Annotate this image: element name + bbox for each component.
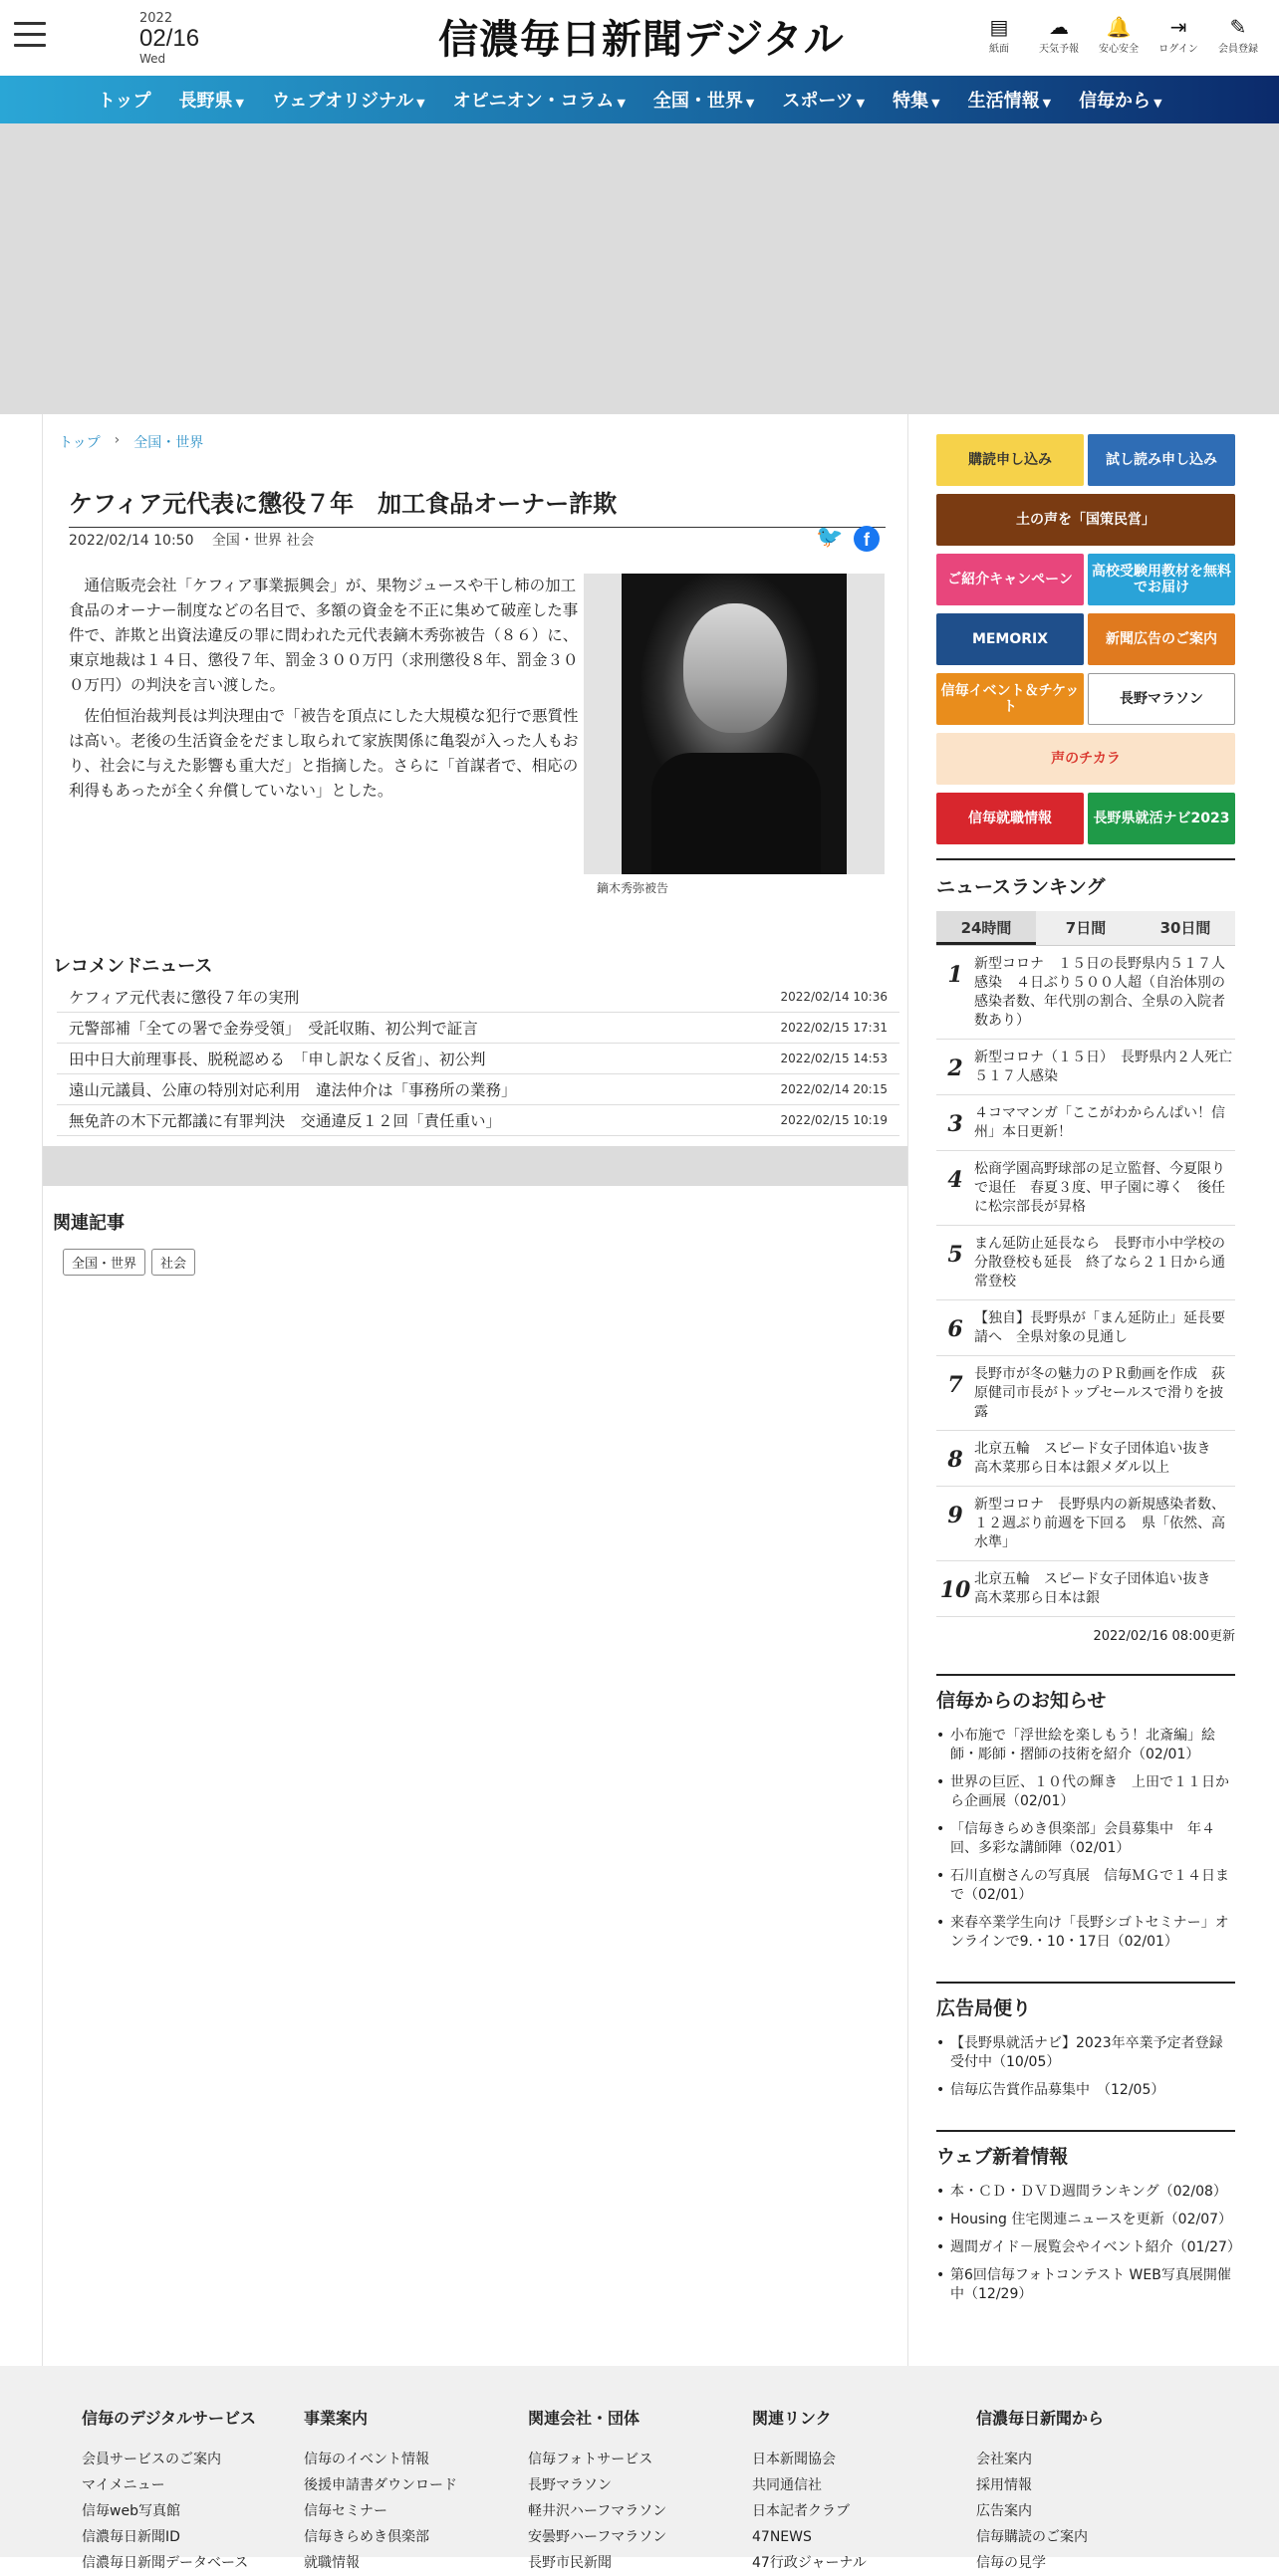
notices-item[interactable]: • 石川直樹さんの写真展 信毎ＭＧで１４日まで（02/01） (936, 1867, 1235, 1905)
ranking-number: 2 (947, 1055, 963, 1081)
share-buttons (816, 526, 880, 552)
footer-link[interactable]: 信毎フォトサービス (528, 2452, 653, 2467)
caret-down-icon: ▼ (856, 97, 866, 110)
header-icon-label: 安心安全 (1099, 44, 1139, 55)
footer-column-title: 事業案内 (304, 2409, 369, 2428)
ranking-text: 北京五輪 スピード女子団体追い抜き 高木菜那ら日本は銀 (974, 1571, 1225, 1606)
recommend-title: レコメンドニュース (53, 956, 213, 977)
ranking-item[interactable] (936, 1151, 1235, 1226)
web-news-item[interactable]: • 第6回信毎フォトコンテスト WEB写真展開催中（12/29） (936, 2266, 1235, 2304)
ranking-text: 北京五輪 スピード女子団体追い抜き 高木菜那ら日本は銀メダル以上 (974, 1441, 1225, 1476)
ad-news-title: 広告局便り (936, 1982, 1235, 2020)
footer-link[interactable]: 会員サービスのご案内 (82, 2452, 221, 2467)
notices-item[interactable]: • 小布施で「浮世絵を楽しもう！北斎編」絵師・彫師・摺師の技術を紹介（02/01） (936, 1727, 1235, 1764)
article-photo[interactable] (584, 574, 885, 874)
ranking-number: 8 (947, 1447, 963, 1473)
nav-item-label: スポーツ (782, 91, 854, 112)
nav-item[interactable] (453, 87, 626, 113)
date-month-day: 02/16 (139, 25, 200, 53)
footer-link[interactable]: 長野マラソン (528, 2477, 612, 2493)
twitter-icon[interactable]: 🐦 (816, 525, 844, 550)
notices-title: 信毎からのお知らせ (936, 1674, 1235, 1713)
footer-link[interactable]: マイメニュー (82, 2477, 165, 2493)
article-title: ケフィア元代表に懲役７年 加工食品オーナー詐欺 (69, 484, 886, 528)
sidebar (936, 434, 1246, 2313)
header-icon-label: 天気予報 (1039, 44, 1079, 55)
ranking-title: ニュースランキング (936, 858, 1235, 899)
header-icon-label: 紙面 (989, 44, 1009, 55)
weather-icon: ☁ (1049, 15, 1069, 39)
footer-link[interactable]: 信毎きらめき倶楽部 (304, 2529, 429, 2545)
nav-item-label: オピニオン・コラム (452, 91, 615, 112)
nav-item-label: 信毎から (1079, 91, 1151, 112)
recommend-list (57, 982, 899, 1136)
footer-column (528, 2406, 737, 2576)
recommend-item-title: 元警部補「全ての署で金券受領」 受託収賄、初公判で証言 (69, 1020, 478, 1038)
footer-link[interactable]: 採用情報 (976, 2477, 1032, 2493)
web-news-title: ウェブ新着情報 (936, 2130, 1235, 2169)
site-logo[interactable]: 信濃毎日新聞デジタル (438, 16, 845, 63)
notices-item[interactable]: • 世界の巨匠、１０代の輝き 上田で１１日から企画展（02/01） (936, 1773, 1235, 1811)
recommend-item[interactable] (57, 1105, 899, 1136)
ranking-text: まん延防止延長なら 長野市小中学校の分散登校も延長 終了なら２１日から通常登校 (974, 1236, 1225, 1289)
sidebar-banner[interactable]: 購読申し込み (936, 434, 1084, 486)
footer-link[interactable]: 日本新聞協会 (752, 2452, 836, 2467)
footer-link[interactable]: 信毎セミナー (304, 2503, 387, 2519)
nav-item[interactable] (968, 87, 1051, 113)
footer-link[interactable]: 信濃毎日新聞データベース (82, 2555, 249, 2571)
ranking-text: 松商学園高野球部の足立監督、今夏限りで退任 春夏３度、甲子園に導く 後任に松宗部長が昇格 (974, 1161, 1225, 1215)
sidebar-banner[interactable]: 長野県就活ナビ2023 (1088, 793, 1235, 844)
footer-link[interactable]: 信毎web写真館 (82, 2503, 180, 2519)
ranking-item[interactable] (936, 1226, 1235, 1300)
ad-placeholder-bar (43, 1146, 907, 1186)
tag-button[interactable]: 全国・世界 (63, 1249, 145, 1276)
nav-item-label: 生活情報 (967, 91, 1040, 112)
nav-item[interactable] (98, 87, 150, 113)
site-header (0, 0, 1279, 76)
nav-item[interactable] (653, 87, 754, 113)
web-news-item[interactable]: • 本・ＣＤ・ＤＶＤ週間ランキング（02/08） (936, 2183, 1235, 2202)
chevron-right-icon: › (114, 432, 121, 448)
ranking-text: 新型コロナ（１５日） 長野県内２人死亡 ５１７人感染 (974, 1050, 1246, 1084)
ranking-text: 長野市が冬の魅力のＰＲ動画を作成 荻原健司市長がトップセールスで滑りを披露 (974, 1366, 1225, 1420)
web-news-item[interactable]: • Housing 住宅関連ニュースを更新（02/07） (936, 2211, 1235, 2229)
breadcrumb (59, 432, 203, 452)
ranking-item[interactable] (936, 1095, 1235, 1151)
notices-item[interactable]: • 来春卒業学生向け「長野シゴトセミナー」オンラインで9.・10・17日（02/01） (936, 1914, 1235, 1952)
footer-column (82, 2406, 291, 2576)
footer-link[interactable]: 共同通信社 (752, 2477, 822, 2493)
caret-down-icon: ▼ (931, 97, 940, 110)
footer-column-title: 信濃毎日新聞から (976, 2409, 1105, 2428)
nav-item-label: 特集 (893, 91, 929, 112)
caret-down-icon: ▼ (1153, 97, 1162, 110)
ranking-number: 7 (947, 1372, 963, 1398)
footer-link[interactable]: 安曇野ハーフマラソン (528, 2529, 667, 2545)
ranking-text: 新型コロナ 長野県内の新規感染者数、１２週ぶり前週を下回る 県「依然、高水準」 (974, 1497, 1225, 1550)
ranking-item[interactable] (936, 946, 1235, 1040)
tag-button[interactable]: 社会 (151, 1249, 195, 1276)
header-icon-button[interactable] (1155, 14, 1201, 55)
photo-subject-body (651, 753, 821, 874)
ranking-number: 4 (947, 1167, 963, 1193)
footer-link[interactable]: 長野市民新聞 (528, 2555, 612, 2571)
nav-item[interactable] (1079, 87, 1161, 113)
sidebar-banner[interactable]: 信毎就職情報 (936, 793, 1084, 844)
nav-item-label: 長野県 (178, 91, 233, 112)
recommend-item-date: 2022/02/15 17:31 (780, 1021, 888, 1035)
footer-column (752, 2406, 961, 2576)
breadcrumb-category[interactable]: 全国・世界 (133, 435, 204, 451)
footer-link[interactable]: 信毎の見学 (976, 2555, 1046, 2571)
photo-subject-head (683, 603, 787, 733)
footer-column (976, 2406, 1185, 2576)
recommend-item-date: 2022/02/14 10:36 (780, 990, 888, 1004)
recommend-item-title: 田中日大前理事長、脱税認める 「申し訳なく反省」、初公判 (69, 1051, 486, 1068)
footer-link[interactable]: 47NEWS (752, 2529, 812, 2545)
recommend-item-date: 2022/02/14 20:15 (780, 1082, 888, 1096)
sidebar-banner[interactable]: 高校受験用教材を無料でお届け (1088, 554, 1235, 605)
ranking-number: 10 (939, 1577, 971, 1603)
ad-news-item[interactable]: • 信毎広告賞作品募集中 （12/05） (936, 2081, 1235, 2100)
web-news-item[interactable]: • 週間ガイド－展覧会やイベント紹介（01/27） (936, 2238, 1235, 2257)
date-year: 2022 (139, 11, 173, 26)
ranking-number: 5 (947, 1242, 963, 1268)
sidebar-banner[interactable]: ご紹介キャンペーン (936, 554, 1084, 605)
ranking-number: 1 (947, 962, 963, 988)
recommend-item[interactable] (57, 1074, 899, 1105)
article-paragraph: 佐伯恒治裁判長は判決理由で「被告を頂点にした大規模な犯行で悪質性は高い。老後の生活資金をだまし取られて家族関係に亀裂が入った人もおり、社会に与えた影響も重大だ」と指摘した。さらに「首謀者で、相応の利得もあったが全く弁償していない」とした。 (69, 707, 579, 800)
caret-down-icon: ▼ (745, 97, 755, 110)
recommend-item[interactable] (57, 1013, 899, 1044)
ranking-number: 3 (947, 1111, 963, 1137)
sidebar-banner[interactable]: MEMORIX (936, 613, 1084, 665)
tab-24h[interactable]: 24時間 (936, 911, 1036, 945)
header-icon-button[interactable] (1096, 14, 1142, 55)
caret-down-icon: ▼ (1042, 97, 1052, 110)
recommend-item-date: 2022/02/15 14:53 (780, 1052, 888, 1065)
ranking-list (936, 945, 1246, 1617)
footer-link[interactable]: 軽井沢ハーフマラソン (528, 2503, 667, 2519)
header-icon-button[interactable] (976, 14, 1022, 55)
sidebar-banner[interactable]: 長野マラソン (1088, 673, 1235, 725)
article-body (69, 574, 582, 810)
ranking-text: 【独自】長野県が「まん延防止」延長要請へ 全県対象の見通し (974, 1310, 1225, 1345)
header-icon-bar (976, 14, 1261, 55)
site-footer (0, 2366, 1279, 2571)
caret-down-icon: ▼ (416, 97, 425, 110)
hamburger-menu-icon[interactable] (14, 22, 46, 48)
header-icon-label: ログイン (1158, 44, 1198, 55)
ad-news-item[interactable]: • 【長野県就活ナビ】2023年卒業予定者登録受付中（10/05） (936, 2034, 1235, 2072)
login-icon: ⇥ (1169, 15, 1187, 39)
recommend-item-date: 2022/02/15 10:19 (780, 1113, 888, 1127)
photo-caption: 鏑木秀弥被告 (597, 881, 669, 895)
article-paragraph: 通信販売会社「ケフィア事業振興会」が、果物ジュースや干し柿の加工食品のオーナー制度などの名目で、多額の資金を不正に集めて破産した事件で、詐欺と出資法違反の罪に問われた元代表鏑木秀弥被告（８６）に、東京地裁は１４日、懲役７年、罰金３００万円（求刑懲役８年、罰金３００万円）の判決を言い渡した。 (69, 577, 579, 694)
caret-down-icon: ▼ (235, 97, 244, 110)
photo-image (622, 574, 847, 874)
recommend-item[interactable] (57, 1044, 899, 1074)
sidebar-banner[interactable]: 声のチカラ (936, 733, 1235, 785)
footer-link[interactable]: 後援申請書ダウンロード (304, 2477, 457, 2493)
main-column (42, 414, 908, 2366)
nav-item-label: ウェブオリジナル (271, 91, 414, 112)
ad-banner-area (0, 123, 1279, 414)
ranking-updated: 2022/02/16 08:00更新 (1093, 1629, 1235, 1644)
related-title: 関連記事 (53, 1213, 125, 1234)
footer-column-title: 関連リンク (752, 2409, 832, 2428)
nav-item-label: トップ (98, 91, 151, 112)
recommend-item-title: 無免許の木下元都議に有罪判決 交通違反１２回「責任重い」 (69, 1112, 502, 1130)
edit-icon: ✎ (1229, 15, 1247, 39)
caret-down-icon: ▼ (617, 97, 626, 110)
related-tags (63, 1249, 195, 1276)
web-news-list (936, 2183, 1241, 2304)
sidebar-banner[interactable]: 土の声を「国策民営」 (936, 494, 1235, 546)
sidebar-banners (936, 434, 1235, 844)
footer-link[interactable]: 会社案内 (976, 2452, 1032, 2467)
notices-item[interactable]: • 「信毎きらめき倶楽部」会員募集中 年４回、多彩な講師陣（02/01） (936, 1820, 1235, 1858)
header-icon-label: 会員登録 (1218, 44, 1258, 55)
footer-column-title: 信毎のデジタルサービス (82, 2409, 257, 2428)
ranking-tabs (936, 911, 1235, 945)
ranking-item[interactable] (936, 1356, 1235, 1431)
tab-30d[interactable]: 30日間 (1159, 919, 1211, 937)
nav-item-label: 全国・世界 (652, 91, 743, 112)
nav-item[interactable] (272, 87, 425, 113)
nav-item[interactable] (178, 87, 243, 113)
ranking-text: 新型コロナ １５日の長野県内５１７人感染 ４日ぶり５００人超（自治体別の感染者数、年代別の割合、全県の入院者数あり） (974, 956, 1225, 1029)
ranking-number: 9 (947, 1503, 963, 1528)
ranking-item[interactable] (936, 1431, 1235, 1487)
footer-link[interactable]: 47行政ジャーナル (752, 2555, 867, 2571)
date-weekday: Wed (139, 51, 166, 66)
newspaper-icon: ▤ (989, 15, 1009, 39)
footer-column-title: 関連会社・団体 (528, 2409, 640, 2428)
sidebar-banner[interactable]: 新聞広告のご案内 (1088, 613, 1235, 665)
header-icon-button[interactable] (1036, 14, 1082, 55)
notices-list (936, 1727, 1235, 1952)
footer-link[interactable]: 信毎購読のご案内 (976, 2529, 1088, 2545)
header-icon-button[interactable] (1215, 14, 1261, 55)
ranking-item[interactable] (936, 1487, 1235, 1561)
recommend-item-title: 遠山元議員、公庫の特別対応利用 違法仲介は「事務所の業務」 (69, 1081, 517, 1099)
ad-news-list (936, 2034, 1235, 2100)
article-meta: 2022/02/14 10:50 全国・世界 社会 (69, 533, 315, 549)
ranking-item[interactable] (936, 1561, 1235, 1617)
footer-link[interactable]: 日本記者クラブ (752, 2503, 850, 2519)
ranking-number: 6 (947, 1316, 963, 1342)
footer-link[interactable]: 広告案内 (976, 2503, 1032, 2519)
ranking-item[interactable] (936, 1300, 1235, 1356)
footer-column (304, 2406, 513, 2576)
bell-icon: 🔔 (1106, 15, 1132, 39)
ranking-text: ４コママンガ「ここがわからんぱい！信州」本日更新！ (974, 1105, 1225, 1140)
nav-item[interactable] (782, 87, 865, 113)
recommend-item[interactable] (57, 982, 899, 1013)
date-display (139, 12, 199, 66)
footer-link[interactable]: 信毎のイベント情報 (304, 2452, 429, 2467)
sidebar-banner[interactable]: 信毎イベント＆チケット (936, 673, 1084, 725)
recommend-item-title: ケフィア元代表に懲役７年の実刑 (69, 989, 300, 1007)
facebook-icon[interactable]: f (854, 526, 880, 552)
sidebar-banner[interactable]: 試し読み申し込み (1088, 434, 1235, 486)
footer-link[interactable]: 就職情報 (304, 2555, 360, 2571)
breadcrumb-top[interactable]: トップ (59, 435, 101, 451)
ranking-item[interactable] (936, 1040, 1246, 1095)
global-nav (0, 76, 1279, 123)
footer-link[interactable]: 信濃毎日新聞ID (82, 2529, 180, 2545)
nav-item[interactable] (893, 87, 939, 113)
tab-7d[interactable]: 7日間 (1065, 919, 1107, 937)
